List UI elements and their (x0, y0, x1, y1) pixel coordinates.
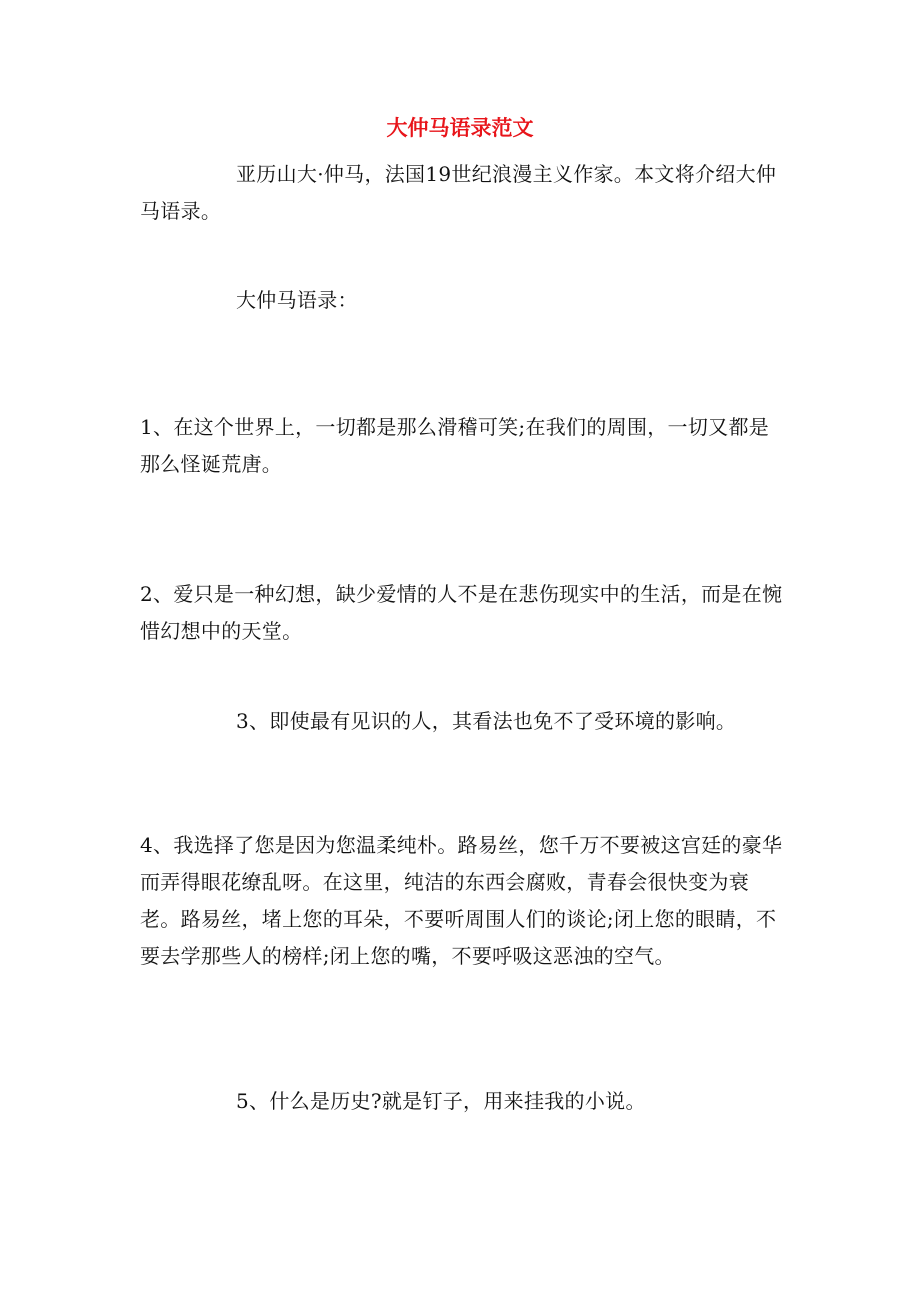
intro-paragraph: 亚历山大·仲马，法国19世纪浪漫主义作家。本文将介绍大仲马语录。 (140, 162, 777, 223)
quotes-heading: 大仲马语录： (236, 288, 358, 312)
quote-5: 5、什么是历史?就是钉子，用来挂我的小说。 (236, 1089, 646, 1113)
document-title: 大仲马语录范文 (386, 115, 534, 140)
quote-1: 1、在这个世界上，一切都是那么滑稽可笑;在我们的周围，一切又都是那么怪诞荒唐。 (140, 415, 770, 476)
quote-3: 3、即使最有见识的人，其看法也免不了受环境的影响。 (236, 709, 737, 733)
quote-4: 4、我选择了您是因为您温柔纯朴。路易丝，您千万不要被这宫廷的豪华而弄得眼花缭乱呀。在这里，纯洁的东西会腐败，青春会很快变为衰老。路易丝，堵上您的耳朵，不要听周围人们的谈论;闭上您的眼睛，不要去学那些人的榜样;闭上您的嘴，不要呼吸这恶浊的空气。 (140, 833, 783, 968)
quote-2: 2、爱只是一种幻想，缺少爱情的人不是在悲伤现实中的生活，而是在惋惜幻想中的天堂。 (140, 582, 783, 643)
